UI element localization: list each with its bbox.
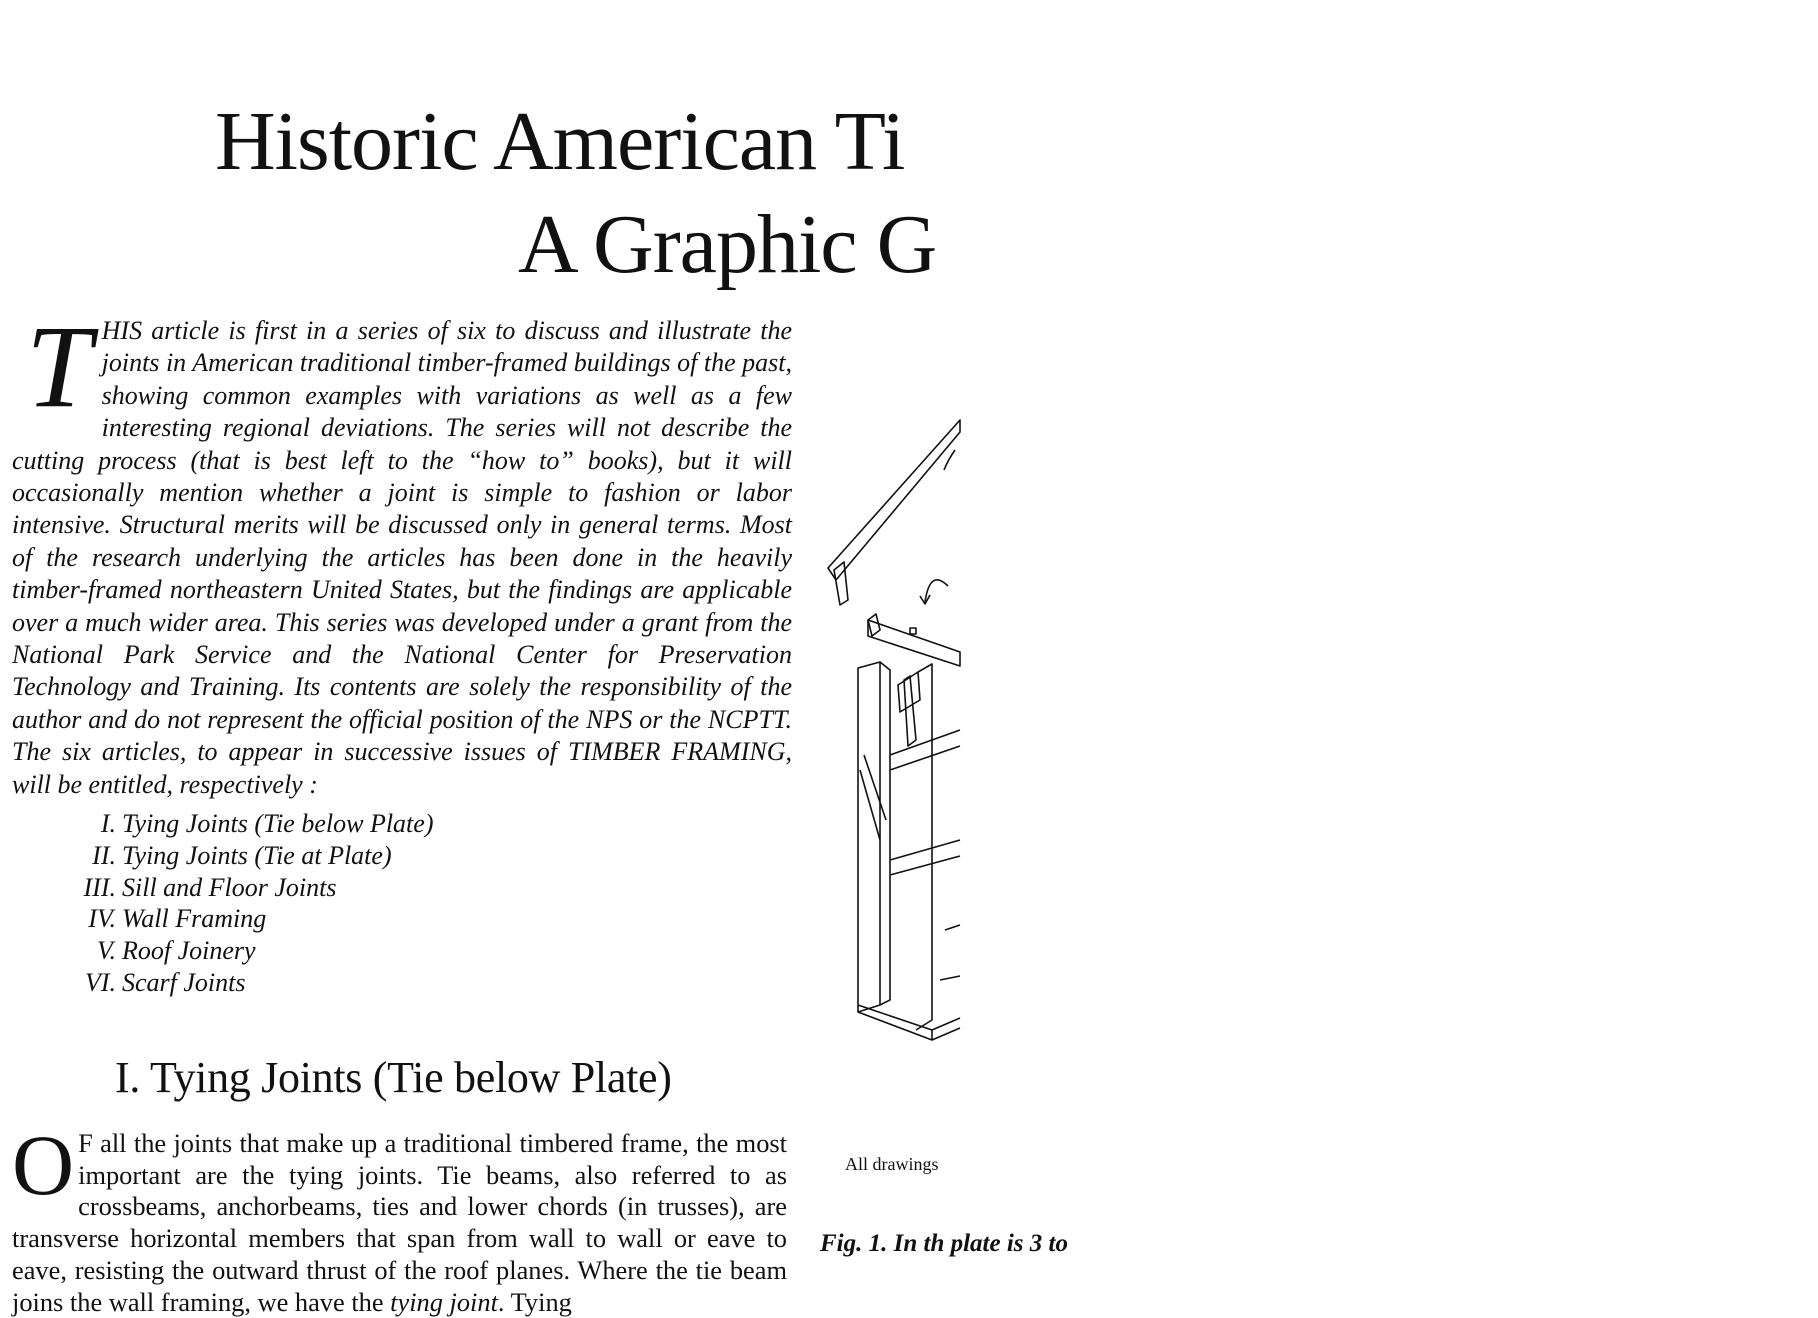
series-item <box>72 935 433 967</box>
series-title: Scarf Joints <box>122 967 246 997</box>
series-numeral: II. <box>92 840 116 870</box>
intro-paragraph <box>12 301 792 801</box>
series-title: Sill and Floor Joints <box>122 872 337 902</box>
series-item <box>72 808 433 840</box>
figure-credit: All drawings <box>845 1154 939 1174</box>
series-numeral: III. <box>83 872 116 902</box>
figure-caption: Fig. 1. In th plate is 3 to <box>820 1230 1068 1257</box>
series-title: Tying Joints (Tie below Plate) <box>122 809 434 838</box>
section-body-paragraph <box>12 1117 787 1318</box>
series-item <box>72 872 433 904</box>
intro-text: HIS article is first in a series of six to discuss and illustrate the joints in American traditional timber-framed buildings of the past, showing common examples with variations as well as a few interesting regional deviations. The series will not describe the cutting process (that is best left to the “how to” books), but it will occasionally mention whether a joint is simple to fashion or labor intensive. Structural merits will be discussed only in general terms. Most of the research underlying the articles has been done in the heavily timber-framed northeastern United States, but the findings are applicable over a much wider area. This series was developed under a grant from the National Park Service and the National Center for Preservation Technology and Training. Its contents are solely the responsibility of the author and do not represent the official position of the NPS or the NCPTT. The six articles, to appear in successive issues of TIMBER FRAMING, will be entitled, respectively : <box>12 316 792 799</box>
series-title: Tying Joints (Tie at Plate) <box>122 840 392 870</box>
timber-frame-drawing <box>820 300 960 1060</box>
timber-frame-illustration <box>820 300 960 1060</box>
body-italic-term: tying joint <box>390 1286 498 1317</box>
series-list <box>72 808 433 999</box>
body-text-part: F all the joints that make up a traditional timbered frame, the most important are the tying joints. Tie beams, also referred to as crossbeams, anchorbeams, ties and lower chords (in trusses), are transverse horizontal members that span from wall to wall or eave to eave, resisting the outward thrust of the roof planes. Where the tie beam joins the wall framing, we have the <box>12 1128 787 1317</box>
body-text-part: . Tying <box>497 1286 572 1317</box>
intro-dropcap: T <box>26 301 92 432</box>
series-title: Wall Framing <box>122 904 267 934</box>
page-title-line-1: Historic American Ti <box>215 95 905 188</box>
series-numeral: VI. <box>84 967 116 997</box>
series-title: Roof Joinery <box>122 936 256 966</box>
series-item <box>72 840 433 872</box>
section-dropcap: O <box>12 1117 75 1213</box>
series-item <box>72 967 433 999</box>
series-numeral: V. <box>96 936 116 966</box>
series-numeral: I. <box>100 809 116 838</box>
series-item <box>72 903 433 935</box>
page-title-line-2: A Graphic G <box>518 198 937 291</box>
series-numeral: IV. <box>88 904 116 934</box>
section-heading: I. Tying Joints (Tie below Plate) <box>115 1053 672 1102</box>
